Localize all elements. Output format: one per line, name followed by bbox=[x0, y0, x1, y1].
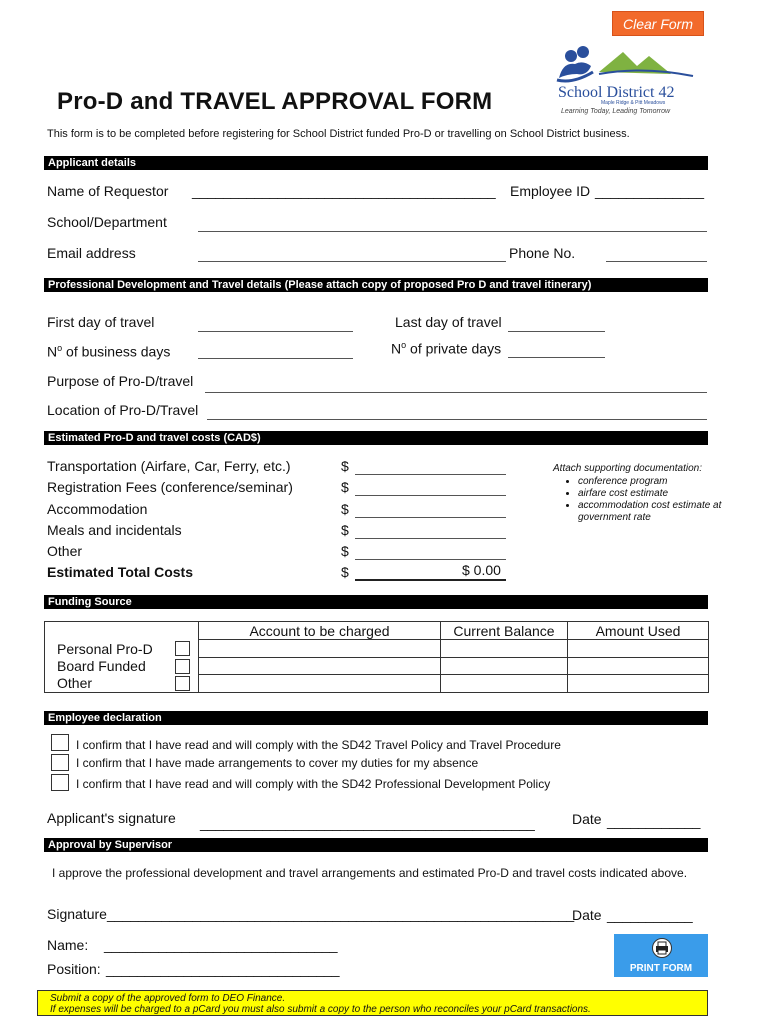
funding-personal-checkbox[interactable] bbox=[175, 641, 190, 656]
currency-symbol: $ bbox=[341, 543, 349, 559]
section-applicant-details: Applicant details bbox=[44, 156, 708, 170]
cost-meals-field[interactable] bbox=[355, 538, 506, 539]
documentation-note-title: Attach supporting documentation: bbox=[553, 463, 702, 474]
note-item: • airfare cost estimate bbox=[578, 488, 738, 500]
employee-id-label: Employee ID bbox=[510, 183, 591, 199]
name-of-requestor-label: Name of Requestor bbox=[47, 183, 169, 199]
last-day-label: Last day of travel bbox=[395, 314, 502, 330]
first-day-label: First day of travel bbox=[47, 314, 155, 330]
business-days-no: N bbox=[47, 343, 58, 360]
applicant-date-field[interactable]: ____________ bbox=[607, 813, 701, 829]
funding-account-cell[interactable] bbox=[199, 675, 441, 693]
cost-registration-field[interactable] bbox=[355, 495, 506, 496]
supervisor-date-label: Date bbox=[572, 907, 602, 923]
section-estimated-costs: Estimated Pro-D and travel costs (CAD$) bbox=[44, 431, 708, 445]
currency-symbol: $ bbox=[341, 479, 349, 495]
section-prod-travel-details: Professional Development and Travel details (Please attach copy of proposed Pro D and travel itinerary) bbox=[44, 278, 708, 292]
cost-row-label: Meals and incidentals bbox=[47, 522, 182, 538]
phone-label: Phone No. bbox=[509, 245, 576, 261]
applicant-signature-field[interactable]: ___________________________________________ bbox=[200, 815, 535, 831]
declaration-text: I confirm that I have made arrangements to cover my duties for my absence bbox=[76, 756, 479, 770]
currency-symbol: $ bbox=[341, 564, 349, 580]
applicant-signature-label: Applicant's signature bbox=[47, 810, 176, 826]
declaration-checkbox-travel-policy[interactable] bbox=[51, 734, 69, 751]
intro-text: This form is to be completed before registering for School District funded Pro-D or travelling on School District business. bbox=[47, 128, 630, 140]
funding-option-label: Other bbox=[57, 675, 93, 692]
total-costs-label: Estimated Total Costs bbox=[47, 564, 193, 580]
first-day-field[interactable] bbox=[198, 331, 353, 332]
note-item: • conference program bbox=[578, 476, 738, 488]
private-days-label bbox=[391, 340, 501, 357]
private-days-text: of private days bbox=[410, 340, 502, 357]
location-label: Location of Pro-D/Travel bbox=[47, 402, 199, 418]
business-days-text: of business days bbox=[66, 343, 171, 360]
total-costs-value: $ 0.00 bbox=[462, 562, 501, 578]
supervisor-date-field[interactable]: ___________ bbox=[607, 907, 693, 923]
funding-corner-cell bbox=[45, 622, 199, 640]
supervisor-signature-field[interactable]: ____________________________________________________________ bbox=[107, 906, 575, 922]
funding-table bbox=[44, 621, 709, 693]
funding-option-label: Personal Pro-D bbox=[57, 640, 153, 657]
employee-id-field[interactable]: ______________ bbox=[595, 183, 705, 199]
printer-icon bbox=[651, 938, 673, 963]
footer-line: Submit a copy of the approved form to DEO Finance. bbox=[50, 993, 286, 1004]
private-days-sup: o bbox=[401, 340, 407, 350]
funding-header-account: Account to be charged bbox=[199, 622, 441, 640]
supervisor-position-label: Position: bbox=[47, 961, 101, 977]
funding-amount-cell[interactable] bbox=[568, 675, 709, 693]
funding-amount-cell[interactable] bbox=[568, 640, 709, 658]
cost-accommodation-field[interactable] bbox=[355, 517, 506, 518]
funding-balance-cell[interactable] bbox=[441, 640, 568, 658]
cost-row-label: Transportation (Airfare, Car, Ferry, etc.) bbox=[47, 458, 291, 474]
funding-balance-cell[interactable] bbox=[441, 658, 568, 675]
funding-option-board bbox=[45, 658, 199, 675]
business-days-label bbox=[47, 343, 170, 360]
clear-form-button[interactable]: Clear Form bbox=[612, 11, 704, 36]
logo-motto: Learning Today, Leading Tomorrow bbox=[561, 108, 671, 115]
school-district-logo bbox=[553, 44, 703, 119]
supervisor-position-field[interactable]: ______________________________ bbox=[106, 961, 340, 977]
footer-note bbox=[37, 990, 708, 1016]
cost-other-field[interactable] bbox=[355, 559, 506, 560]
currency-symbol: $ bbox=[341, 522, 349, 538]
private-days-field[interactable] bbox=[508, 357, 605, 358]
cost-row-label: Accommodation bbox=[47, 501, 148, 517]
supervisor-name-field[interactable]: ______________________________ bbox=[104, 937, 338, 953]
funding-account-cell[interactable] bbox=[199, 640, 441, 658]
funding-board-checkbox[interactable] bbox=[175, 659, 190, 674]
section-funding-source: Funding Source bbox=[44, 595, 708, 609]
print-form-label: PRINT FORM bbox=[629, 963, 693, 974]
print-form-button[interactable] bbox=[614, 934, 708, 977]
cost-row-label: Other bbox=[47, 543, 83, 559]
funding-option-other bbox=[45, 675, 199, 693]
declaration-checkbox-duties[interactable] bbox=[51, 754, 69, 771]
applicant-date-label: Date bbox=[572, 811, 602, 827]
funding-account-cell[interactable] bbox=[199, 658, 441, 675]
funding-amount-cell[interactable] bbox=[568, 658, 709, 675]
footer-line: If expenses will be charged to a pCard you must also submit a copy to the person who reconciles your pCard transactions. bbox=[50, 1004, 591, 1015]
funding-header-balance: Current Balance bbox=[441, 622, 568, 640]
funding-header-amount: Amount Used bbox=[568, 622, 709, 640]
business-days-sup: o bbox=[57, 343, 63, 353]
last-day-field[interactable] bbox=[508, 331, 605, 332]
total-costs-field bbox=[355, 579, 506, 581]
logo-tagline: Maple Ridge & Pitt Meadows bbox=[601, 100, 666, 106]
funding-other-checkbox[interactable] bbox=[175, 676, 190, 691]
funding-option-personal bbox=[45, 640, 199, 658]
currency-symbol: $ bbox=[341, 458, 349, 474]
email-address-field[interactable] bbox=[198, 261, 506, 262]
phone-field[interactable] bbox=[606, 261, 707, 262]
location-field[interactable] bbox=[207, 419, 707, 420]
page-title: Pro-D and TRAVEL APPROVAL FORM bbox=[57, 88, 493, 115]
cost-transportation-field[interactable] bbox=[355, 474, 506, 475]
declaration-text: I confirm that I have read and will comply with the SD42 Travel Policy and Travel Procedure bbox=[76, 738, 561, 752]
documentation-note-list bbox=[552, 476, 738, 524]
section-approval-supervisor: Approval by Supervisor bbox=[44, 838, 708, 852]
private-days-no: N bbox=[391, 340, 402, 357]
logo-figures-icon bbox=[557, 46, 593, 81]
currency-symbol: $ bbox=[341, 501, 349, 517]
email-address-label: Email address bbox=[47, 245, 136, 261]
supervisor-signature-label: Signature bbox=[47, 906, 107, 922]
funding-option-label: Board Funded bbox=[57, 658, 146, 674]
declaration-checkbox-prod-policy[interactable] bbox=[51, 774, 69, 791]
supervisor-name-label: Name: bbox=[47, 937, 89, 953]
cost-row-label: Registration Fees (conference/seminar) bbox=[47, 479, 293, 495]
name-of-requestor-field[interactable]: _______________________________________ bbox=[192, 183, 496, 199]
purpose-field[interactable] bbox=[205, 392, 707, 393]
declaration-text: I confirm that I have read and will comply with the SD42 Professional Development Policy bbox=[76, 777, 551, 791]
school-department-label: School/Department bbox=[47, 214, 167, 230]
school-department-field[interactable] bbox=[198, 231, 707, 232]
note-item: • accommodation cost estimate at government rate bbox=[578, 500, 738, 524]
purpose-label: Purpose of Pro-D/travel bbox=[47, 373, 194, 389]
approval-statement: I approve the professional development and travel arrangements and estimated Pro-D and travel costs indicated above. bbox=[52, 866, 688, 880]
section-employee-declaration: Employee declaration bbox=[44, 711, 708, 725]
logo-name: School District 42 bbox=[558, 84, 675, 101]
funding-balance-cell[interactable] bbox=[441, 675, 568, 693]
business-days-field[interactable] bbox=[198, 358, 353, 359]
